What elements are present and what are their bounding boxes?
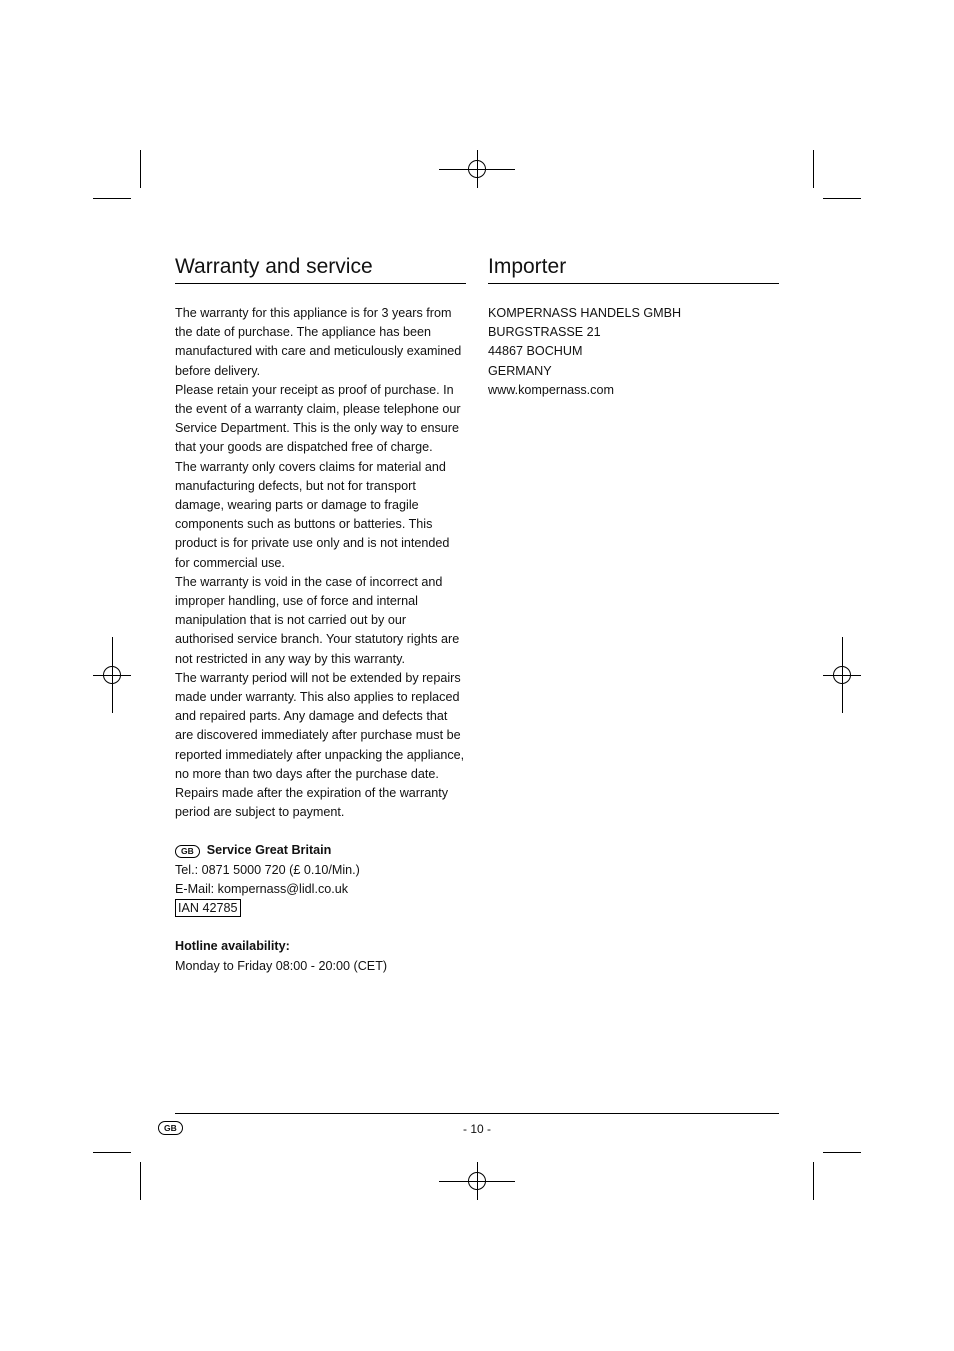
service-contact <box>175 841 466 918</box>
hotline-hours: Monday to Friday 08:00 - 20:00 (CET) <box>175 958 388 973</box>
warranty-paragraph: The warranty for this appliance is for 3 years from the date of purchase. The appliance has been manufactured with care and meticulously examined before delivery. <box>175 306 462 378</box>
footer-divider <box>175 1113 779 1114</box>
service-email: E-Mail: kompernass@lidl.co.uk <box>175 881 349 896</box>
importer-city: 44867 BOCHUM <box>488 344 583 359</box>
hotline-title: Hotline availability: <box>175 939 290 954</box>
importer-heading: Importer <box>488 254 779 284</box>
importer-street: BURGSTRASSE 21 <box>488 325 601 340</box>
hotline-info <box>175 937 466 975</box>
warranty-paragraph: The warranty period will not be extended by repairs made under warranty. This also applies to replaced and repaired parts. Any damage and defects that are discovered immediately after purchase must be reported immediately after unpacking the appliance, no more than two days after the purchase date. Repairs made after the expiration of the warranty period are subject to payment. <box>175 670 465 820</box>
service-phone: Tel.: 0871 5000 720 (£ 0.10/Min.) <box>175 862 360 877</box>
warranty-paragraph: The warranty is void in the case of incorrect and improper handling, use of force and internal manipulation that is not carried out by our authorised service branch. Your statutory rights are not restricted in any way by this warranty. <box>175 574 460 666</box>
importer-country: GERMANY <box>488 363 552 378</box>
warranty-paragraph: Please retain your receipt as proof of purchase. In the event of a warranty claim, please telephone our Service Department. This is the only way to ensure that your goods are dispatched free of charge. <box>175 382 461 455</box>
service-heading: Service Great Britain <box>206 843 332 858</box>
warranty-section <box>175 254 466 976</box>
importer-address <box>488 304 779 400</box>
ian-number-box: IAN 42785 <box>175 899 241 917</box>
importer-website: www.kompernass.com <box>488 382 614 397</box>
footer-gb-badge-icon: GB <box>158 1121 183 1135</box>
service-heading-row <box>175 841 466 860</box>
warranty-body <box>175 304 466 822</box>
page-number: - 10 - <box>462 1122 491 1136</box>
importer-section <box>488 254 779 400</box>
importer-company: KOMPERNASS HANDELS GMBH <box>488 306 682 320</box>
warranty-heading: Warranty and service <box>175 254 466 284</box>
warranty-paragraph: The warranty only covers claims for material and manufacturing defects, but not for transport damage, wearing parts or damage to fragile components such as buttons or batteries. This product is for private use only and is not intended for commercial use. <box>175 459 450 570</box>
gb-country-badge-icon: GB <box>175 845 200 858</box>
